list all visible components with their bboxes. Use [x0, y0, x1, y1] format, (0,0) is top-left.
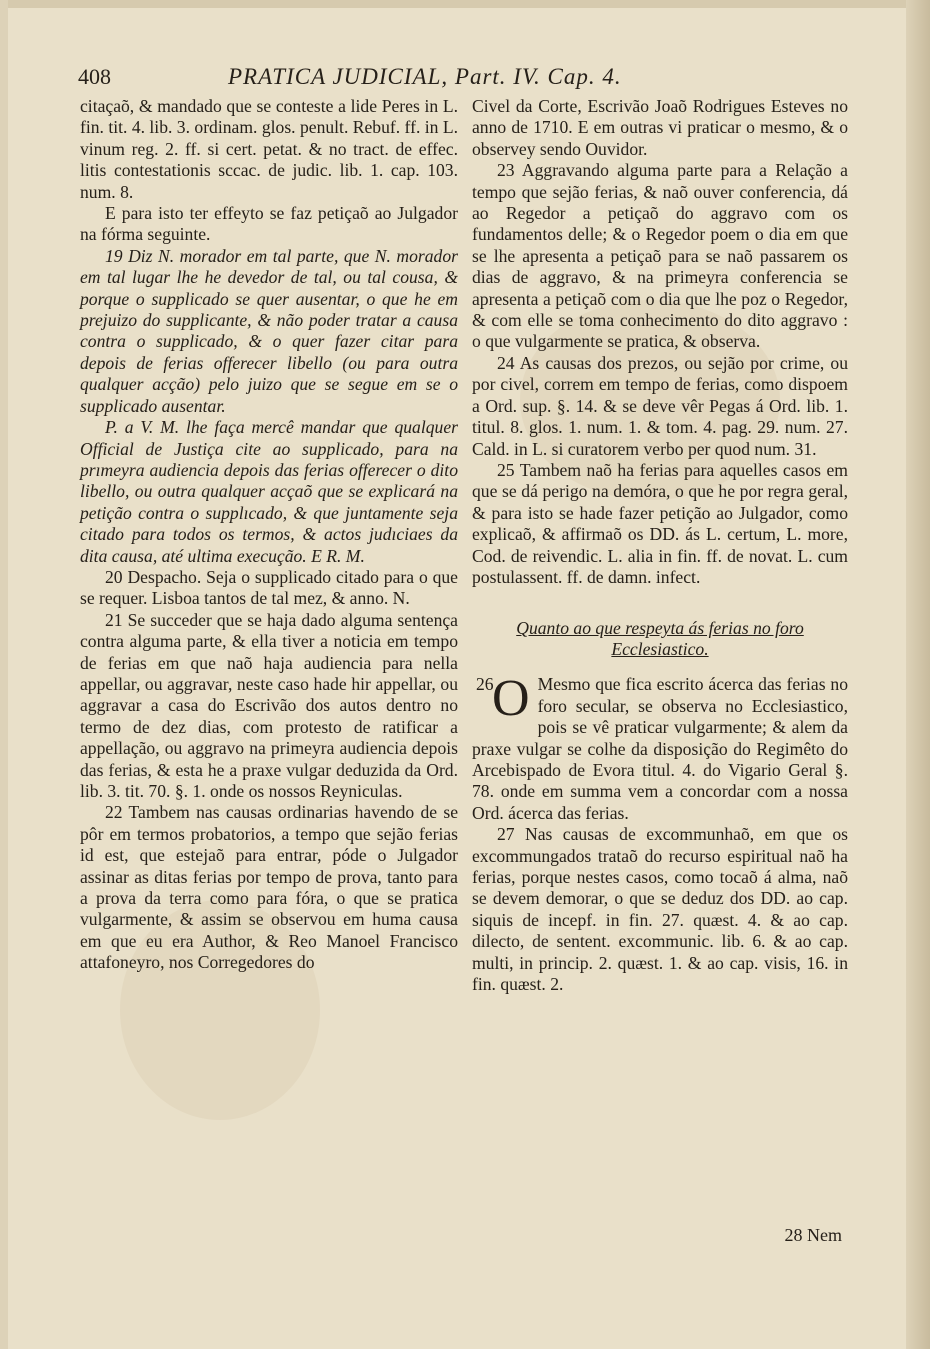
paragraph-26-text: Mesmo que fica escrito ácerca das ferias no foro secular, se observa no Ecclesiastico, pois se vê praticar vulgarmente; & alem da praxe vulgar se colhe da disposição do Regimêto do Arcebispado de Evora titul. 4. do Vigario Geral §. 78. onde em summa vem a concordar com a nossa Ord. ácerca das ferias.	[472, 674, 848, 823]
page-header	[78, 64, 718, 98]
paragraph: E para isto ter effeyto se faz petiçaõ ao Julgador na fórma seguinte.	[80, 203, 458, 245]
paragraph-25: 25 Tambem naõ ha ferias para aquelles casos em que se dá perigo na demóra, o que he por regra geral, & para isto se hade fazer petição ao Julgador, como explicaõ, & affirmaõ os DD. ás L. certum, L. more, Cod. de reivendic. L. alia in fin. ff. de novat. L. cum postulassent. ff. de damn. infect.	[472, 459, 848, 587]
drop-capital: O	[492, 670, 530, 728]
running-title: PRATICA JUDICIAL, Part. IV. Cap. 4.	[228, 64, 622, 89]
paragraph-number: 26	[476, 674, 494, 695]
left-column	[80, 96, 458, 974]
paragraph-24: 24 As causas dos prezos, ou sejão por crime, ou por civel, correm em tempo de ferias, como dispoem a Ord. sup. §. 14. & se deve vêr Pegas á Ord. lib. 1. titul. 8. glos. 1. num. 1. & tom. 4. pag. 29. num. 27. Cald. in L. si curatorem verbo per quod num. 31.	[472, 352, 848, 459]
paragraph: Civel da Corte, Escrivão Joaõ Rodrigues Esteves no anno de 1710. E em outras vi praticar o mesmo, & o observey sendo Ouvidor.	[472, 96, 848, 159]
page-left-edge	[0, 0, 8, 1349]
paragraph-26	[472, 670, 848, 824]
page-right-edge	[906, 0, 930, 1349]
paragraph-22: 22 Tambem nas causas ordinarias havendo de se pôr em termos probatorios, a tempo que sejão ferias id est, que estejaõ para entrar, póde o Julgador assinar as ditas ferias por tempo de prova, tanto para a prova da terra como para fóra, o que se pratica vulgarmente, & assim se observou em huma causa em que eu era Author, & Reo Manoel Francisco attafoneyro, nos Corregedores do	[80, 802, 458, 973]
petition-request: P. a V. M. lhe faça mercê mandar que qualquer Official de Justiça cite ao supplicado, para na prımeyra audiencia depois das ferias offerecer o dito libello, ou outra qualquer acçaõ que se explicará na petição contra o supplıcado, & que juntamente seja citado para todos os termos, & actos judıciaes da dita causa, até ultima execução. E R. M.	[80, 417, 458, 566]
section-heading	[472, 618, 848, 660]
section-heading-text: Quanto ao que respeyta ás ferias no foro Ecclesiastico.	[516, 618, 804, 660]
paragraph-19: 19 Diz N. morador em tal parte, que N. morador em tal lugar lhe he devedor de tal, ou tal cousa, & porque o supplicado se quer ausentar, o que he em prejuizo do supplicante, & não poder tratar a causa contra o supplicado, & o quer fazer citar para depois de ferias offerecer libello (ou para outra qualquer acção) pelo juizo que se segue em se o supplicado ausentar.	[80, 245, 458, 416]
page-top-edge	[0, 0, 930, 8]
paragraph-21: 21 Se succeder que se haja dado alguma sentença contra alguma parte, & ella tiver a noticia em tempo de ferias em que naõ haja audiencia para nella appellar, ou aggravar, neste caso hade hir appellar, ou aggravar a casa do Escrivão dos autos dentro no termo de dez dias, com protesto de ratificar a appellação, ou aggravo na primeyra audiencia depois das ferias, & esta he a praxe vulgar deduzida da Ord. lib. 3. tit. 70. §. 1. onde os nossos Reyniculas.	[80, 609, 458, 801]
paragraph-20: 20 Despacho. Seja o supplicado citado para o que se requer. Lisboa tantos de tal mez, & anno. N.	[80, 566, 458, 609]
paragraph-23: 23 Aggravando alguma parte para a Relação a tempo que sejão ferias, & naõ ouver conferencia, dá ao Regedor a petiçaõ do aggravo com os fundamentos delle; & o Regedor poem o dia em que se lhe apresenta a petiçaõ para se naõ passarem os dias de aggravo, & na primeyra conferencia se apresenta a petiçaõ com o dia que lhe poz o Regedor, & com elle se toma conhecimento do dito aggravo : o que vulgarmente se pratica, & observa.	[472, 160, 848, 352]
paragraph: citaçaõ, & mandado que se conteste a lide Peres in L. fin. tit. 4. lib. 3. ordinam. glos. penult. Rebuf. ff. in L. vinum reg. 2. ff. si cert. petat. & no tract. de effec. litis contestationis sccac. de judic. lib. 1. cap. 103. num. 8.	[80, 96, 458, 202]
paragraph-27: 27 Nas causas de excommunhaõ, em que os excommungados trataõ do recurso espiritual naõ ha ferias, porque nestes casos, como tocaõ á alma, naõ se devem demorar, o que se deduz dos DD. ao cap. siquis de incepf. in fin. 27. quæst. 4. & ao cap. dilecto, de sentent. excommunic. lib. 6. & ao cap. multi, in princip. 2. quæst. 1. & ao cap. visis, 16. in fin. quæst. 2.	[472, 824, 848, 995]
page-number: 408	[78, 64, 111, 89]
right-column	[472, 96, 848, 995]
catchword: 28 Nem	[784, 1225, 842, 1245]
